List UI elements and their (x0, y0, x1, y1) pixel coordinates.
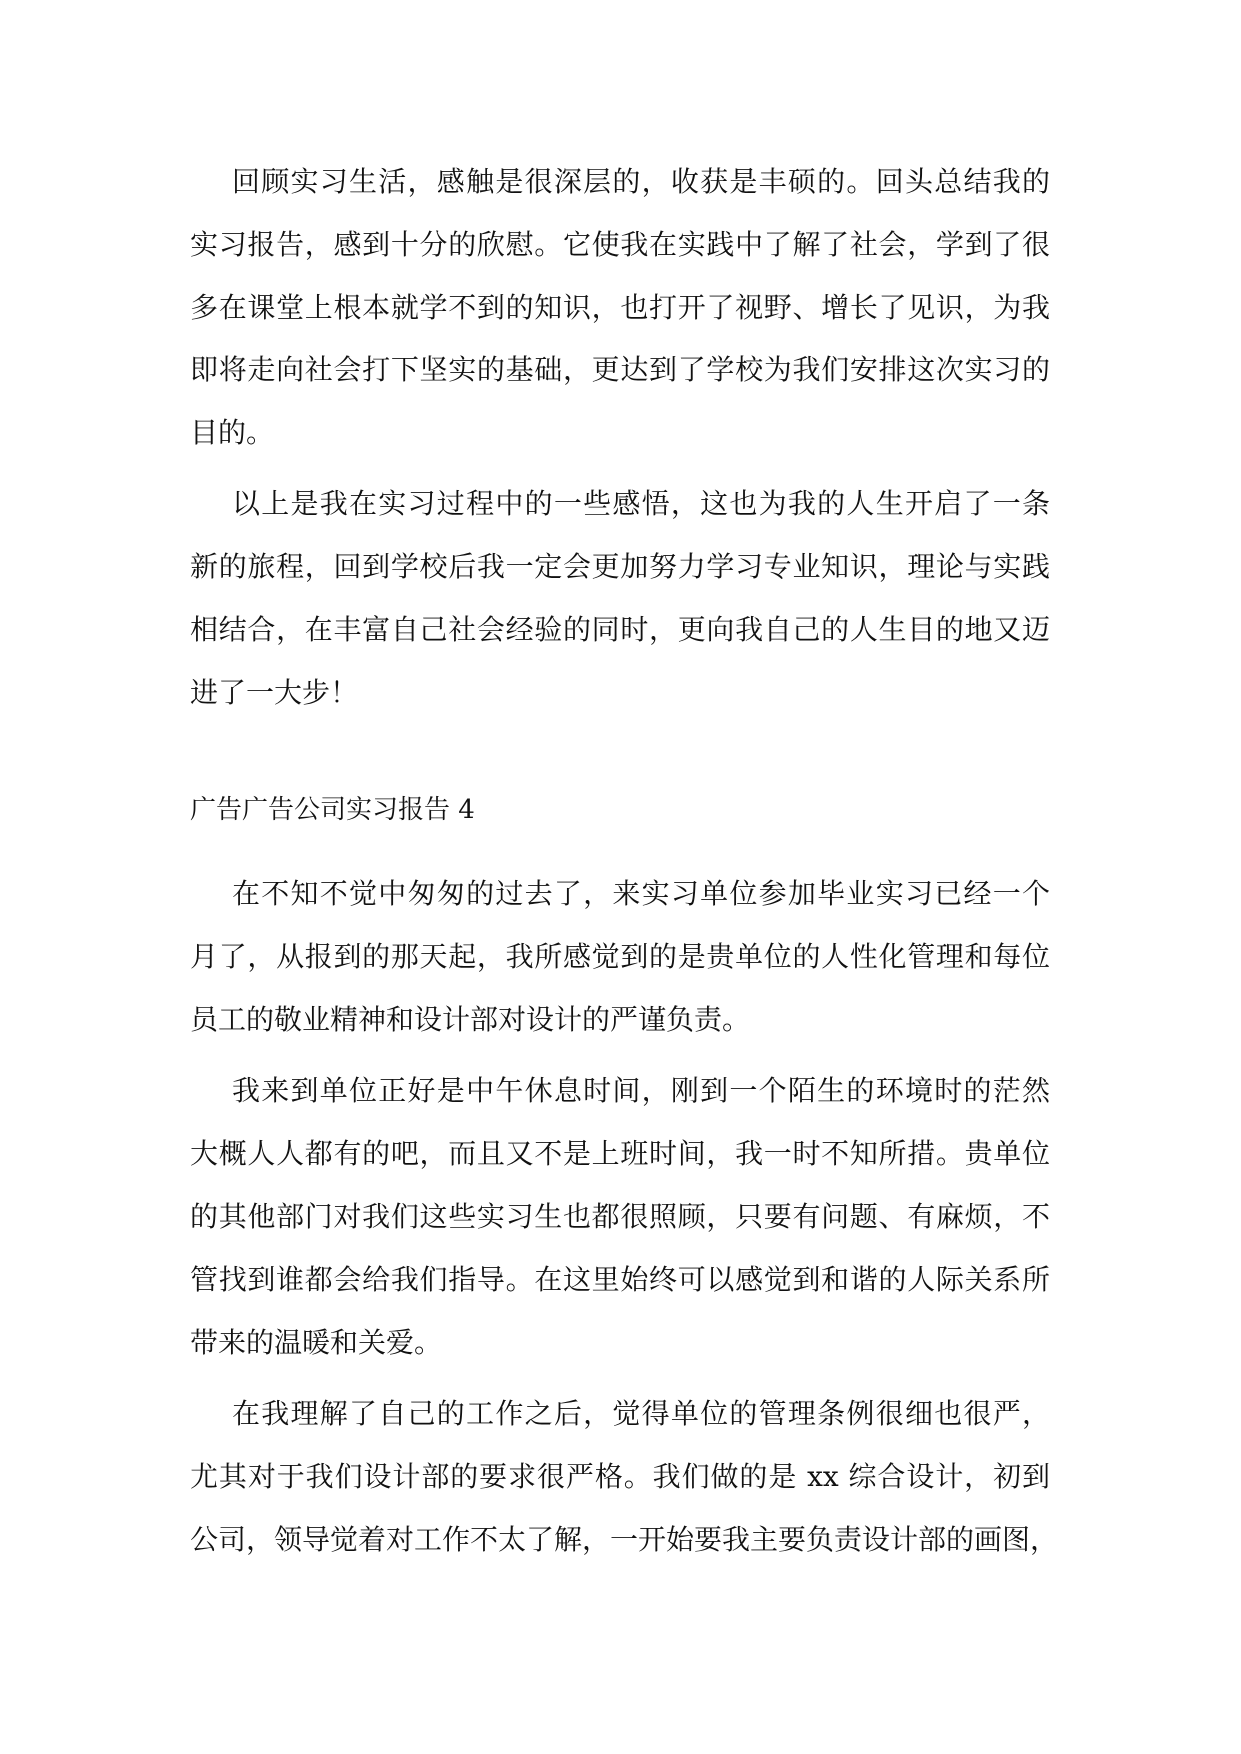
paragraph-line: 尤其对于我们设计部的要求很严格。我们做的是 xx 综合设计，初到 (190, 1460, 1050, 1493)
paragraph-line: 在我理解了自己的工作之后，觉得单位的管理条例很细也很严， (232, 1397, 1050, 1430)
paragraph-line: 带来的温暖和关爱。 (190, 1326, 443, 1359)
paragraph-line: 在不知不觉中匆匆的过去了，来实习单位参加毕业实习已经一个 (232, 877, 1050, 910)
paragraph-line: 相结合，在丰富自己社会经验的同时，更向我自己的人生目的地又迈 (190, 613, 1050, 646)
paragraph-line: 以上是我在实习过程中的一些感悟，这也为我的人生开启了一条 (232, 487, 1050, 520)
paragraph-line: 的其他部门对我们这些实习生也都很照顾，只要有问题、有麻烦，不 (190, 1200, 1050, 1233)
paragraph-line: 管找到谁都会给我们指导。在这里始终可以感觉到和谐的人际关系所 (190, 1263, 1050, 1296)
paragraph-line: 新的旅程，回到学校后我一定会更加努力学习专业知识，理论与实践 (190, 550, 1050, 583)
paragraph-line: 大概人人都有的吧，而且又不是上班时间，我一时不知所措。贵单位 (190, 1137, 1050, 1170)
paragraph-line: 员工的敬业精神和设计部对设计的严谨负责。 (190, 1003, 751, 1036)
paragraph-line: 实习报告，感到十分的欣慰。它使我在实践中了解了社会，学到了很 (190, 228, 1050, 261)
paragraph-line: 我来到单位正好是中午休息时间，刚到一个陌生的环境时的茫然 (232, 1074, 1050, 1107)
paragraph-line: 目的。 (190, 416, 275, 449)
paragraph-line: 公司，领导觉着对工作不太了解，一开始要我主要负责设计部的画图， (190, 1523, 1059, 1556)
paragraph-line: 回顾实习生活，感触是很深层的，收获是丰硕的。回头总结我的 (232, 165, 1050, 198)
section-title: 广告广告公司实习报告 4 (190, 795, 475, 825)
paragraph-line: 月了，从报到的那天起，我所感觉到的是贵单位的人性化管理和每位 (190, 940, 1050, 973)
paragraph-line: 多在课堂上根本就学不到的知识，也打开了视野、增长了见识，为我 (190, 291, 1050, 324)
paragraph-line: 即将走向社会打下坚实的基础，更达到了学校为我们安排这次实习的 (190, 353, 1050, 386)
paragraph-line: 进了一大步！ (190, 676, 359, 709)
